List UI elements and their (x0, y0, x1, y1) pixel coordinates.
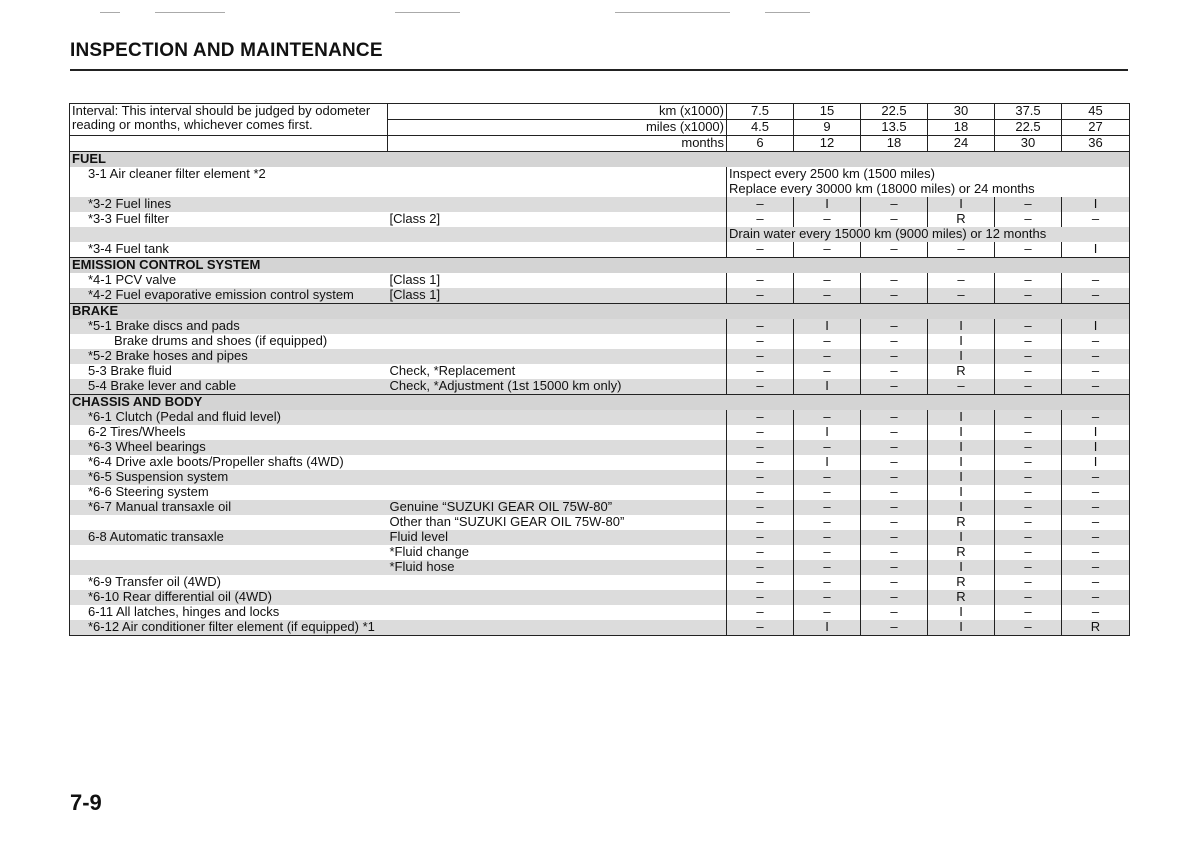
schedule-row (70, 620, 1130, 636)
schedule-mark: – (861, 410, 928, 425)
schedule-mark: – (861, 470, 928, 485)
schedule-row (70, 485, 1130, 500)
schedule-mark: I (794, 379, 861, 395)
schedule-mark: – (727, 425, 794, 440)
schedule-mark: I (928, 455, 995, 470)
section-header-row (70, 304, 1130, 320)
item-label: *6-7 Manual transaxle oil (70, 500, 388, 515)
schedule-mark: – (794, 590, 861, 605)
schedule-mark: – (1062, 530, 1130, 545)
schedule-mark: – (794, 560, 861, 575)
schedule-mark: – (995, 620, 1062, 636)
interval-value: 24 (928, 136, 995, 152)
section-title: EMISSION CONTROL SYSTEM (70, 258, 1130, 274)
schedule-mark: – (1062, 515, 1130, 530)
schedule-mark: – (727, 470, 794, 485)
schedule-mark: – (928, 242, 995, 258)
condition-text (388, 242, 727, 258)
schedule-mark: I (1062, 440, 1130, 455)
schedule-mark: – (995, 440, 1062, 455)
schedule-mark: – (995, 575, 1062, 590)
schedule-mark: – (727, 515, 794, 530)
schedule-mark: – (794, 364, 861, 379)
schedule-mark: I (1062, 455, 1130, 470)
schedule-mark: – (727, 379, 794, 395)
schedule-mark: – (794, 545, 861, 560)
schedule-mark: – (861, 530, 928, 545)
schedule-mark: – (861, 455, 928, 470)
schedule-mark: – (861, 197, 928, 212)
interval-header-row (70, 104, 1130, 120)
interval-note: Interval: This interval should be judged by odometer reading or months, whichever comes first. (70, 104, 388, 136)
schedule-mark: I (928, 500, 995, 515)
schedule-mark: – (995, 410, 1062, 425)
schedule-mark: – (794, 530, 861, 545)
schedule-mark: – (861, 334, 928, 349)
schedule-mark: – (995, 545, 1062, 560)
interval-unit-label: miles (x1000) (388, 120, 727, 136)
schedule-mark: R (928, 212, 995, 227)
condition-text (388, 440, 727, 455)
item-label: 6-8 Automatic transaxle (70, 530, 388, 545)
item-label: *6-4 Drive axle boots/Propeller shafts (4WD) (70, 455, 388, 470)
schedule-mark: – (1062, 334, 1130, 349)
schedule-row (70, 182, 1130, 197)
condition-text: [Class 2] (389, 212, 441, 226)
schedule-mark: I (928, 530, 995, 545)
schedule-mark: – (727, 319, 794, 334)
item-label: *6-3 Wheel bearings (70, 440, 388, 455)
schedule-row (70, 167, 1130, 182)
schedule-row (70, 455, 1130, 470)
scan-artifact (395, 12, 460, 13)
interval-note-text: Drain water every 15000 km (9000 miles) or 12 months (727, 227, 1130, 242)
schedule-mark: I (794, 197, 861, 212)
schedule-mark: – (727, 560, 794, 575)
schedule-mark: – (727, 273, 794, 288)
interval-value: 45 (1062, 104, 1130, 120)
schedule-mark: – (794, 485, 861, 500)
schedule-mark: – (727, 500, 794, 515)
condition-text (388, 575, 727, 590)
section-header-row (70, 395, 1130, 411)
schedule-mark: – (727, 197, 794, 212)
schedule-mark: I (928, 485, 995, 500)
maintenance-schedule-table (69, 103, 1130, 636)
schedule-mark: – (995, 212, 1062, 227)
schedule-mark: I (928, 197, 995, 212)
schedule-mark: – (727, 575, 794, 590)
schedule-row (70, 410, 1130, 425)
interval-value: 12 (794, 136, 861, 152)
schedule-mark: – (727, 485, 794, 500)
schedule-row (70, 288, 1130, 304)
schedule-mark: – (727, 288, 794, 304)
schedule-mark: – (861, 364, 928, 379)
schedule-mark: – (995, 455, 1062, 470)
schedule-mark: – (861, 560, 928, 575)
interval-value: 22.5 (995, 120, 1062, 136)
schedule-mark: – (727, 605, 794, 620)
schedule-mark: – (861, 319, 928, 334)
schedule-mark: – (861, 515, 928, 530)
interval-value: 30 (995, 136, 1062, 152)
schedule-mark: – (995, 197, 1062, 212)
item-label: *4-2 Fuel evaporative emission control system (70, 288, 388, 304)
condition-text (388, 197, 727, 212)
schedule-mark: – (861, 545, 928, 560)
section-title: CHASSIS AND BODY (70, 395, 1130, 411)
condition-text: [Class 1] (388, 288, 727, 304)
schedule-mark: – (727, 455, 794, 470)
schedule-mark: – (794, 288, 861, 304)
condition-text: Check, *Replacement (389, 364, 516, 378)
schedule-row (70, 212, 1130, 227)
item-label: *3-2 Fuel lines (70, 197, 388, 212)
schedule-mark: – (995, 485, 1062, 500)
schedule-mark: I (1062, 425, 1130, 440)
item-label: 6-2 Tires/Wheels (70, 425, 388, 440)
item-label: *4-1 PCV valve (70, 273, 388, 288)
schedule-mark: I (794, 319, 861, 334)
section-header-row (70, 258, 1130, 274)
schedule-row (70, 545, 1130, 560)
interval-value: 37.5 (995, 104, 1062, 120)
schedule-mark: – (861, 500, 928, 515)
schedule-mark: – (727, 530, 794, 545)
interval-blank-cell (70, 136, 388, 152)
item-label: *6-5 Suspension system (70, 470, 388, 485)
schedule-mark: I (928, 410, 995, 425)
schedule-mark: – (794, 242, 861, 258)
schedule-mark: – (1062, 500, 1130, 515)
schedule-mark: I (1062, 242, 1130, 258)
schedule-mark: R (928, 364, 995, 379)
schedule-mark: – (727, 212, 794, 227)
interval-value: 9 (794, 120, 861, 136)
schedule-mark: – (861, 575, 928, 590)
schedule-row (70, 515, 1130, 530)
interval-note-text: Inspect every 2500 km (1500 miles) (727, 167, 1130, 182)
schedule-row (70, 440, 1130, 455)
schedule-mark: – (928, 379, 995, 395)
item-label: 5-3 Brake fluid (70, 364, 388, 379)
schedule-mark: – (727, 349, 794, 364)
item-label: 3-1 Air cleaner filter element *2 (70, 167, 388, 182)
schedule-mark: – (995, 349, 1062, 364)
condition-text (388, 620, 727, 636)
schedule-mark: – (995, 425, 1062, 440)
schedule-mark: – (1062, 605, 1130, 620)
schedule-mark: – (861, 440, 928, 455)
schedule-mark: – (995, 605, 1062, 620)
schedule-row (70, 575, 1130, 590)
schedule-mark: I (928, 605, 995, 620)
schedule-mark: – (794, 212, 861, 227)
interval-value: 36 (1062, 136, 1130, 152)
interval-unit-label: months (388, 136, 727, 152)
schedule-mark: – (995, 242, 1062, 258)
schedule-mark: – (794, 273, 861, 288)
schedule-mark: – (861, 212, 928, 227)
condition-text: [Class 1] (389, 273, 441, 287)
section-title: BRAKE (70, 304, 1130, 320)
condition-text: *Fluid hose (388, 560, 727, 575)
schedule-row (70, 319, 1130, 334)
section-header-row (70, 152, 1130, 168)
schedule-mark: – (794, 470, 861, 485)
condition-text: Check, *Adjustment (1st 15000 km only) (388, 379, 727, 395)
schedule-mark: I (928, 440, 995, 455)
schedule-mark: – (861, 425, 928, 440)
item-label: *6-12 Air conditioner filter element (if equipped) *1 (70, 620, 388, 636)
schedule-row (70, 500, 1130, 515)
item-label: Brake drums and shoes (if equipped) (70, 334, 388, 349)
schedule-mark: – (995, 288, 1062, 304)
schedule-mark: I (1062, 319, 1130, 334)
schedule-mark: – (1062, 560, 1130, 575)
schedule-mark: R (928, 545, 995, 560)
interval-header-row (70, 136, 1130, 152)
schedule-mark: – (995, 515, 1062, 530)
schedule-mark: – (794, 334, 861, 349)
item-label: *3-3 Fuel filter (70, 212, 388, 227)
schedule-mark: – (1062, 485, 1130, 500)
interval-value: 15 (794, 104, 861, 120)
item-label: *3-4 Fuel tank (70, 242, 388, 258)
interval-value: 30 (928, 104, 995, 120)
schedule-mark: I (928, 560, 995, 575)
schedule-mark: I (928, 470, 995, 485)
item-label (70, 560, 388, 575)
scan-artifact (765, 12, 810, 13)
schedule-mark: – (727, 440, 794, 455)
condition-text (388, 319, 727, 334)
schedule-mark: – (794, 575, 861, 590)
schedule-mark: – (1062, 364, 1130, 379)
schedule-mark: – (861, 590, 928, 605)
schedule-mark: – (794, 515, 861, 530)
schedule-mark: – (1062, 470, 1130, 485)
schedule-row (70, 227, 1130, 242)
item-label (70, 182, 388, 197)
condition-text (388, 334, 727, 349)
item-label: *6-10 Rear differential oil (4WD) (70, 590, 388, 605)
item-label: *6-6 Steering system (70, 485, 388, 500)
schedule-mark: – (1062, 410, 1130, 425)
schedule-mark: – (727, 334, 794, 349)
item-label: *6-9 Transfer oil (4WD) (70, 575, 388, 590)
schedule-mark: I (794, 455, 861, 470)
schedule-mark: – (995, 470, 1062, 485)
schedule-mark: I (794, 620, 861, 636)
schedule-mark: – (1062, 273, 1130, 288)
interval-value: 18 (928, 120, 995, 136)
item-label: *5-1 Brake discs and pads (70, 319, 388, 334)
schedule-mark: – (1062, 349, 1130, 364)
interval-value: 4.5 (727, 120, 794, 136)
schedule-mark: – (861, 242, 928, 258)
item-label: *5-2 Brake hoses and pipes (70, 349, 388, 364)
condition-cell (388, 167, 727, 182)
schedule-row (70, 364, 1130, 379)
schedule-mark: I (928, 319, 995, 334)
schedule-row (70, 273, 1130, 288)
schedule-mark: R (1062, 620, 1130, 636)
schedule-mark: I (928, 349, 995, 364)
item-label: *6-1 Clutch (Pedal and fluid level) (70, 410, 388, 425)
schedule-mark: I (794, 425, 861, 440)
interval-unit-label: km (x1000) (388, 104, 727, 120)
schedule-mark: – (861, 273, 928, 288)
schedule-row (70, 530, 1130, 545)
schedule-mark: – (1062, 288, 1130, 304)
schedule-row (70, 242, 1130, 258)
condition-text (388, 349, 727, 364)
interval-value: 22.5 (861, 104, 928, 120)
schedule-row (70, 470, 1130, 485)
schedule-mark: – (794, 500, 861, 515)
scan-artifact (100, 12, 120, 13)
interval-value: 27 (1062, 120, 1130, 136)
condition-cell (388, 182, 727, 197)
schedule-mark: – (794, 605, 861, 620)
schedule-mark: – (928, 273, 995, 288)
schedule-row (70, 379, 1130, 395)
schedule-mark: R (928, 515, 995, 530)
item-label (70, 515, 388, 530)
schedule-mark: – (1062, 545, 1130, 560)
schedule-row (70, 334, 1130, 349)
schedule-mark: – (861, 485, 928, 500)
schedule-mark: – (727, 242, 794, 258)
schedule-mark: – (727, 410, 794, 425)
schedule-mark: – (995, 590, 1062, 605)
schedule-mark: – (995, 560, 1062, 575)
schedule-row (70, 425, 1130, 440)
schedule-mark: – (995, 273, 1062, 288)
schedule-row (70, 197, 1130, 212)
schedule-mark: – (1062, 212, 1130, 227)
condition-text: Other than “SUZUKI GEAR OIL 75W-80” (389, 515, 625, 529)
schedule-mark: – (727, 364, 794, 379)
schedule-mark: – (1062, 575, 1130, 590)
schedule-mark: – (794, 410, 861, 425)
schedule-mark: – (995, 379, 1062, 395)
condition-text (388, 455, 727, 470)
item-label (70, 545, 388, 560)
schedule-mark: – (727, 590, 794, 605)
interval-value: 13.5 (861, 120, 928, 136)
schedule-mark: – (861, 605, 928, 620)
schedule-mark: – (727, 545, 794, 560)
title-rule (70, 69, 1128, 71)
schedule-mark: – (861, 349, 928, 364)
schedule-mark: – (928, 288, 995, 304)
schedule-mark: – (995, 500, 1062, 515)
schedule-mark: R (928, 590, 995, 605)
scan-artifact (615, 12, 730, 13)
schedule-mark: – (995, 364, 1062, 379)
schedule-mark: – (794, 440, 861, 455)
schedule-mark: – (727, 620, 794, 636)
schedule-mark: – (995, 530, 1062, 545)
condition-text (388, 470, 727, 485)
schedule-mark: – (1062, 590, 1130, 605)
schedule-mark: I (928, 425, 995, 440)
schedule-row (70, 560, 1130, 575)
condition-text: Genuine “SUZUKI GEAR OIL 75W-80” (388, 500, 727, 515)
schedule-mark: I (928, 334, 995, 349)
schedule-mark: R (928, 575, 995, 590)
schedule-mark: – (995, 319, 1062, 334)
interval-note-text: Replace every 30000 km (18000 miles) or 24 months (727, 182, 1130, 197)
condition-text (388, 485, 727, 500)
schedule-row (70, 349, 1130, 364)
schedule-mark: – (861, 620, 928, 636)
schedule-mark: – (861, 288, 928, 304)
interval-value: 18 (861, 136, 928, 152)
schedule-mark: – (995, 334, 1062, 349)
item-label: 6-11 All latches, hinges and locks (70, 605, 388, 620)
schedule-row (70, 590, 1130, 605)
condition-text (388, 410, 727, 425)
page-number: 7-9 (70, 790, 102, 815)
schedule-mark: – (794, 349, 861, 364)
item-label: 5-4 Brake lever and cable (70, 379, 388, 395)
condition-text: *Fluid change (389, 545, 469, 559)
condition-text (388, 590, 727, 605)
schedule-mark: – (861, 379, 928, 395)
page-title: INSPECTION AND MAINTENANCE (70, 40, 383, 61)
schedule-mark: – (1062, 379, 1130, 395)
scan-artifact (155, 12, 225, 13)
schedule-mark: I (928, 620, 995, 636)
condition-text (388, 605, 727, 620)
schedule-mark: I (1062, 197, 1130, 212)
section-title: FUEL (70, 152, 1130, 168)
condition-text (388, 425, 727, 440)
schedule-row (70, 605, 1130, 620)
interval-value: 6 (727, 136, 794, 152)
condition-cell (388, 227, 727, 242)
condition-text: Fluid level (388, 530, 727, 545)
interval-value: 7.5 (727, 104, 794, 120)
item-label (70, 227, 388, 242)
